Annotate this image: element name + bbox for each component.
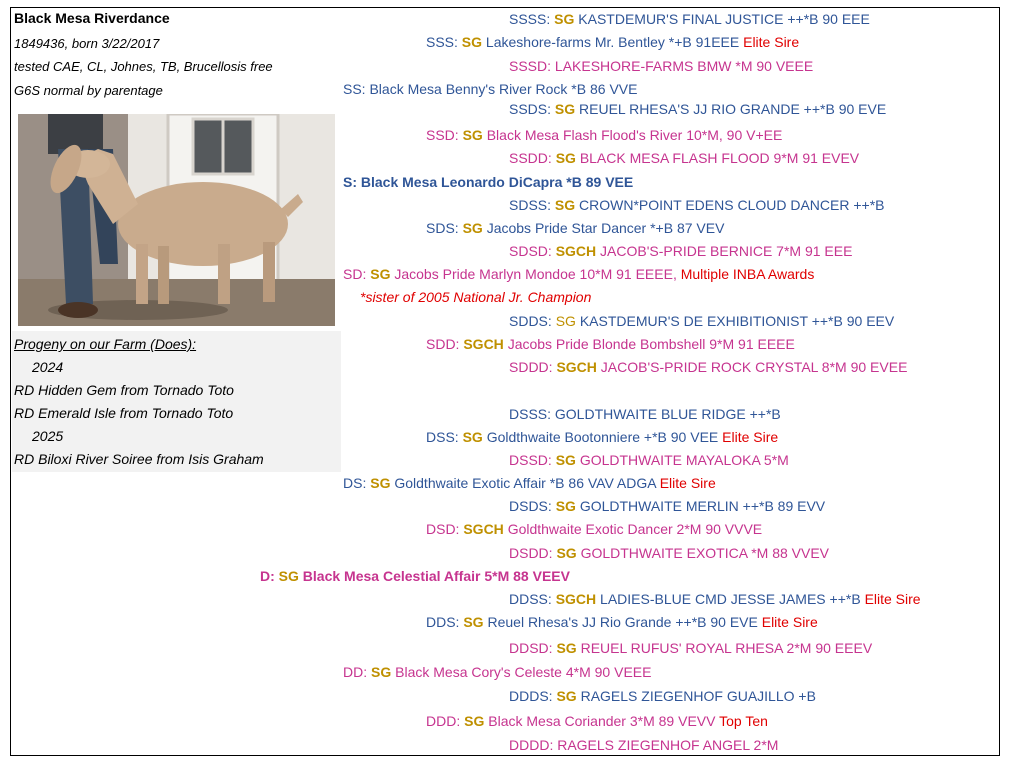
sg-badge: SG [462, 220, 483, 236]
pedigree-line-sdds [509, 313, 894, 329]
pedigree-position: DSSD: [509, 452, 556, 468]
pedigree-position: DSDS: [509, 498, 556, 514]
sg-badge: SG [554, 101, 576, 117]
pedigree-position: SDDD: [509, 359, 557, 375]
award-label: Elite Sire [864, 591, 921, 607]
progeny-entry: RD Emerald Isle from Tornado Toto [14, 405, 234, 421]
award-label: Elite Sire [659, 475, 716, 491]
sg-badge: SG [278, 568, 299, 584]
pedigree-position: SS: Black Mesa Benny's River Rock *B 86 VVE [343, 81, 638, 97]
pedigree-line-ddss [509, 591, 921, 607]
pedigree-position: SDS: [426, 220, 463, 236]
sg-badge: SG [555, 313, 576, 329]
animal-entry: Goldthwaite Bootonniere +*B 90 VEE [486, 429, 723, 445]
pedigree-position: SDSS: [509, 197, 555, 213]
animal-entry: Jacobs Pride Star Dancer *+B 87 VEV [486, 220, 725, 236]
sg-badge: SG [462, 127, 483, 143]
sg-badge: SG [462, 429, 483, 445]
progeny-entry: RD Biloxi River Soiree from Isis Graham [14, 451, 264, 467]
g6s-line: G6S normal by parentage [14, 83, 163, 98]
animal-entry: REUEL RUFUS' ROYAL RHESA 2*M 90 EEEV [580, 640, 873, 656]
award-label: Top Ten [719, 713, 768, 729]
pedigree-position: DSSS: GOLDTHWAITE BLUE RIDGE ++*B [509, 406, 781, 422]
tested-line: tested CAE, CL, Johnes, TB, Brucellosis free [14, 59, 273, 74]
animal-entry: KASTDEMUR'S DE EXHIBITIONIST ++*B 90 EEV [579, 313, 895, 329]
pedigree-position: SSD: [426, 127, 463, 143]
registration-line: 1849436, born 3/22/2017 [14, 36, 160, 51]
pedigree-line-ddd [426, 713, 768, 729]
award-label: Multiple INBA Awards [680, 266, 815, 282]
animal-entry: JACOB'S-PRIDE ROCK CRYSTAL 8*M 90 EVEE [600, 359, 908, 375]
pedigree-line-dsds [509, 498, 825, 514]
sg-badge: SGCH [463, 336, 504, 352]
pedigree-position: DSD: [426, 521, 464, 537]
animal-entry: Jacobs Pride Marlyn Mondoe 10*M 91 EEEE, [394, 266, 677, 282]
pedigree-line-dsss [509, 406, 781, 422]
pedigree-position: DSDD: [509, 545, 557, 561]
pedigree-position: DS: [343, 475, 371, 491]
animal-entry: Black Mesa Cory's Celeste 4*M 90 VEEE [395, 664, 652, 680]
pedigree-position: DDD: [426, 713, 465, 729]
pedigree-line-ssss [509, 11, 870, 27]
progeny-heading: Progeny on our Farm (Does): [14, 336, 197, 352]
pedigree-line-sss [426, 34, 799, 50]
animal-entry: Black Mesa Coriander 3*M 89 VEVV [488, 713, 716, 729]
award-label: Elite Sire [761, 614, 818, 630]
pedigree-position: DDSD: [509, 640, 557, 656]
sg-badge: SGCH [555, 243, 597, 259]
pedigree-line-ddsd [509, 640, 872, 656]
pedigree-position: S: Black Mesa Leonardo DiCapra *B 89 VEE [343, 174, 634, 190]
sg-badge: SG [463, 614, 484, 630]
pedigree-line-d [260, 568, 570, 584]
pedigree-position: DDS: [426, 614, 464, 630]
animal-name: Black Mesa Riverdance [14, 10, 170, 26]
sg-badge: SGCH [556, 359, 597, 375]
progeny-entry: RD Hidden Gem from Tornado Toto [14, 382, 234, 398]
sg-badge: SGCH [555, 591, 597, 607]
pedigree-position: SSDD: [509, 150, 556, 166]
sg-badge: SG [554, 11, 575, 27]
award-label: *sister of 2005 National Jr. Champion [360, 289, 592, 305]
pedigree-line-sssd [509, 58, 813, 74]
pedigree-position: SSSD: LAKESHORE-FARMS BMW *M 90 VEEE [509, 58, 814, 74]
sg-badge: SG [555, 452, 576, 468]
pedigree-line-dds [426, 614, 818, 630]
pedigree-position: SDDS: [509, 313, 556, 329]
sg-badge: SG [554, 197, 576, 213]
pedigree-position: SSSS: [509, 11, 555, 27]
pedigree-line-dsd [426, 521, 762, 537]
animal-entry: JACOB'S-PRIDE BERNICE 7*M 91 EEE [600, 243, 853, 259]
pedigree-line-ssdd [509, 150, 859, 166]
animal-entry: GOLDTHWAITE MERLIN ++*B 89 EVV [579, 498, 826, 514]
pedigree-position: SSDS: [509, 101, 555, 117]
pedigree-position: SDD: [426, 336, 464, 352]
animal-entry: LADIES-BLUE CMD JESSE JAMES ++*B [600, 591, 861, 607]
pedigree-line-dddd [509, 737, 778, 753]
pedigree-position: DSS: [426, 429, 463, 445]
animal-entry: GOLDTHWAITE MAYALOKA 5*M [579, 452, 789, 468]
progeny-year: 2024 [32, 359, 64, 375]
pedigree-position: SDSD: [509, 243, 556, 259]
animal-entry: CROWN*POINT EDENS CLOUD DANCER ++*B [579, 197, 885, 213]
progeny-panel [12, 331, 341, 472]
pedigree-position: D: [260, 568, 279, 584]
award-label: Elite Sire [722, 429, 779, 445]
pedigree-line-ddds [509, 688, 816, 704]
pedigree-line-ss [343, 81, 637, 97]
sg-badge: SGCH [463, 521, 504, 537]
pedigree-line-ssd [426, 127, 782, 143]
animal-entry: RAGELS ZIEGENHOF GUAJILLO +B [580, 688, 816, 704]
pedigree-position: SD: [343, 266, 371, 282]
sg-badge: SG [556, 688, 577, 704]
animal-entry: Goldthwaite Exotic Affair *B 86 VAV ADGA [394, 475, 656, 491]
pedigree-line-sdd [426, 336, 795, 352]
sg-badge: SG [370, 475, 391, 491]
sg-badge: SG [464, 713, 485, 729]
animal-entry: GOLDTHWAITE EXOTICA *M 88 VVEV [580, 545, 830, 561]
pedigree-position: DD: [343, 664, 371, 680]
animal-entry: BLACK MESA FLASH FLOOD 9*M 91 EVEV [579, 150, 860, 166]
animal-entry: REUEL RHESA'S JJ RIO GRANDE ++*B 90 EVE [579, 101, 887, 117]
pedigree-line-sdsd [509, 243, 852, 259]
goat-photo [18, 114, 335, 326]
pedigree-line-dsdd [509, 545, 829, 561]
animal-entry: Reuel Rhesa's JJ Rio Grande ++*B 90 EVE [487, 614, 758, 630]
pedigree-line-sds [426, 220, 724, 236]
sg-badge: SG [370, 266, 391, 282]
pedigree-line-sd_note [360, 289, 591, 305]
animal-entry: KASTDEMUR'S FINAL JUSTICE ++*B 90 EEE [578, 11, 870, 27]
pedigree-line-ssds [509, 101, 886, 117]
sg-badge: SG [371, 664, 392, 680]
award-label: Elite Sire [743, 34, 800, 50]
animal-entry: Lakeshore-farms Mr. Bentley *+B 91EEE [485, 34, 740, 50]
pedigree-line-sddd [509, 359, 907, 375]
pedigree-line-sdss [509, 197, 885, 213]
sg-badge: SG [555, 498, 576, 514]
pedigree-line-dssd [509, 452, 789, 468]
sg-badge: SG [556, 545, 577, 561]
animal-entry: Jacobs Pride Blonde Bombshell 9*M 91 EEEE [507, 336, 795, 352]
pedigree-line-s [343, 174, 633, 190]
animal-entry: Black Mesa Flash Flood's River 10*M, 90 V+EE [486, 127, 783, 143]
animal-entry: Goldthwaite Exotic Dancer 2*M 90 VVVE [507, 521, 763, 537]
sg-badge: SG [461, 34, 483, 50]
pedigree-line-sd [343, 266, 814, 282]
pedigree-position: DDSS: [509, 591, 556, 607]
pedigree-line-ds [343, 475, 716, 491]
pedigree-position: DDDS: [509, 688, 557, 704]
sg-badge: SG [555, 150, 576, 166]
animal-entry: Black Mesa Celestial Affair 5*M 88 VEEV [302, 568, 570, 584]
pedigree-position: DDDD: RAGELS ZIEGENHOF ANGEL 2*M [509, 737, 779, 753]
progeny-year: 2025 [32, 428, 64, 444]
sg-badge: SG [556, 640, 577, 656]
pedigree-position: SSS: [426, 34, 462, 50]
pedigree-line-dss [426, 429, 778, 445]
pedigree-line-dd [343, 664, 651, 680]
